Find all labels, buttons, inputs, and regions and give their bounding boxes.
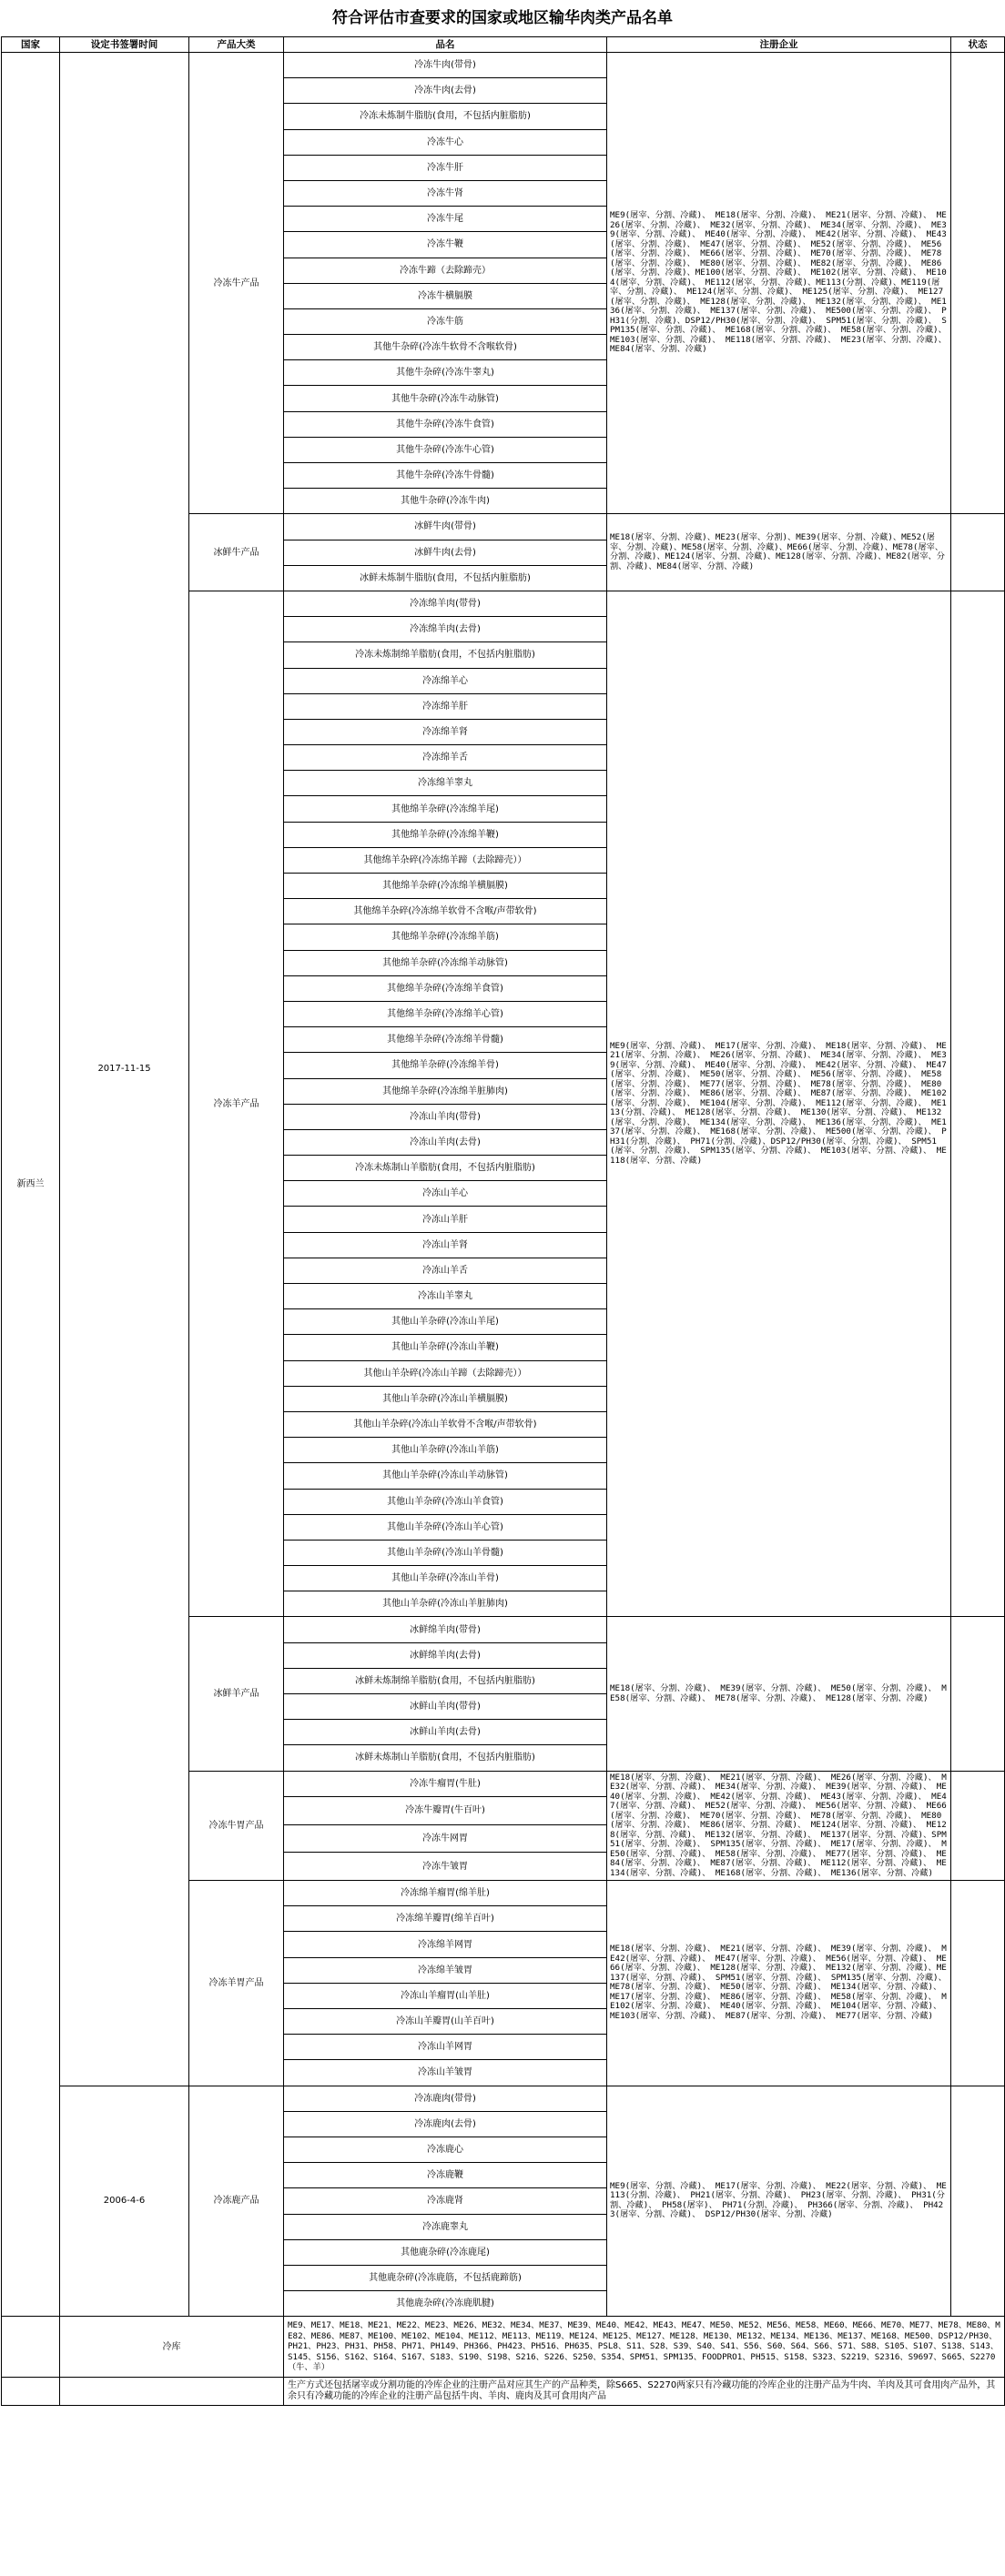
footnote-text: 生产方式还包括屠宰或分割功能的冷库企业的注册产品对应其生产的产品种类，除S665、S2270两家只有冷藏功能的冷库企业的注册产品为牛肉、羊肉及其可食用肉产品外，其余只有冷藏功能的冷库企业的注册产品包括牛肉、羊肉、鹿肉及其可食用肉产品 bbox=[284, 2377, 1005, 2405]
product-name-cell: 冰鲜山羊肉(去骨) bbox=[284, 1720, 607, 1745]
product-name-cell: 冷冻未炼制绵羊脂肪(食用，不包括内脏脂肪) bbox=[284, 642, 607, 668]
product-name-cell: 冷冻鹿肾 bbox=[284, 2188, 607, 2214]
cold-store-country-cell bbox=[2, 2317, 60, 2378]
product-name-cell: 冷冻绵羊舌 bbox=[284, 745, 607, 771]
sign-date-cell: 2017-11-15 bbox=[60, 53, 189, 2086]
product-name-cell: 冰鲜绵羊肉(带骨) bbox=[284, 1617, 607, 1642]
enterprise-list-cell: ME9(屠宰、分割、冷藏)、 ME18(屠宰、分割、冷藏)、 ME21(屠宰、分割、冷藏)、 ME26(屠宰、分割、冷藏)、 ME32(屠宰、分割、冷藏)、 ME34(屠宰、分割、冷藏)、 ME39(屠宰、分割、冷藏)、 ME40(屠宰、分割、冷藏)、 ME42(屠宰、分割、冷藏)、 ME43(屠宰、分割、冷藏)、 ME47(屠宰、分割、冷藏)、 ME52(屠宰、分割、冷藏)、 ME56(屠宰、分割、冷藏)、 ME66(屠宰、分割、冷藏)、 ME70(屠宰、分割、冷藏)、 ME78(屠宰、分割、冷藏)、 ME80(屠宰、分割、冷藏)、 ME82(屠宰、分割、冷藏)、 ME86(屠宰、分割、冷藏)、ME100(屠宰、分割、冷藏)、 ME102(屠宰、分割、冷藏)、 ME104(屠宰、分割、冷藏)、 ME112(屠宰、分割、冷藏)、ME113(分割、冷藏)、ME119(屠宰、分割、冷藏)、 ME124(屠宰、分割、冷藏)、 ME125(屠宰、分割、冷藏)、 ME127(屠宰、分割、冷藏)、 ME128(屠宰、分割、冷藏)、 ME132(屠宰、分割、冷藏)、 ME136(屠宰、分割、冷藏)、 ME137(屠宰、分割、冷藏)、 ME500(屠宰、分割、冷藏)、 PH31(分割、冷藏)、DSP12/PH30(屠宰、分割、冷藏)、 SPM51(屠宰、分割、冷藏)、 SPM135(屠宰、分割、冷藏)、 ME168(屠宰、分割、冷藏)、 ME58(屠宰、分割、冷藏)、 ME103(屠宰、分割、冷藏)、 ME118(屠宰、分割、冷藏)、 ME23(屠宰、分割、冷藏)、 ME84(屠宰、分割、冷藏) bbox=[607, 53, 951, 514]
category-cell: 冰鲜牛产品 bbox=[189, 514, 284, 591]
category-cell: 冷冻鹿产品 bbox=[189, 2086, 284, 2317]
product-name-cell: 冰鲜未炼制牛脂肪(食用，不包括内脏脂肪) bbox=[284, 565, 607, 591]
product-name-cell: 冷冻鹿鞭 bbox=[284, 2163, 607, 2188]
header-row bbox=[2, 37, 1005, 53]
table-row bbox=[2, 2086, 1005, 2111]
status-cell bbox=[951, 1881, 1005, 2086]
product-name-cell: 冷冻牛心 bbox=[284, 129, 607, 155]
product-name-cell: 冷冻山羊肉(去骨) bbox=[284, 1129, 607, 1155]
header-registered-enterprises: 注册企业 bbox=[607, 37, 951, 53]
enterprise-list-cell: ME18(屠宰、分割、冷藏)、 ME21(屠宰、分割、冷藏)、 ME39(屠宰、分割、冷藏)、 ME42(屠宰、分割、冷藏)、 ME47(屠宰、分割、冷藏)、 ME56(屠宰、分割、冷藏)、 ME66(屠宰、分割、冷藏)、 ME128(屠宰、分割、冷藏)、 ME132(屠宰、分割、冷藏)、ME137(屠宰、分割、冷藏)、 SPM51(屠宰、分割、冷藏)、 SPM135(屠宰、分割、冷藏)、 ME78(屠宰、分割、冷藏)、 ME50(屠宰、分割、冷藏)、 ME134(屠宰、分割、冷藏)、 ME17(屠宰、分割、冷藏)、 ME86(屠宰、分割、冷藏)、 ME58(屠宰、分割、冷藏)、 ME102(屠宰、分割、冷藏)、 ME40(屠宰、分割、冷藏)、 ME104(屠宰、分割、冷藏)、 ME103(屠宰、分割、冷藏)、 ME87(屠宰、分割、冷藏)、 ME77(屠宰、分割、冷藏) bbox=[607, 1881, 951, 2086]
product-name-cell: 其他山羊杂碎(冷冻山羊横膈膜) bbox=[284, 1386, 607, 1411]
category-cell: 冷冻羊产品 bbox=[189, 591, 284, 1617]
product-name-cell: 冷冻牛尾 bbox=[284, 207, 607, 232]
product-name-cell: 冷冻山羊舌 bbox=[284, 1258, 607, 1283]
product-name-cell: 其他山羊杂碎(冷冻山羊尾) bbox=[284, 1309, 607, 1335]
header-country: 国家 bbox=[2, 37, 60, 53]
product-name-cell: 其他鹿杂碎(冷冻鹿尾) bbox=[284, 2239, 607, 2265]
product-name-cell: 其他山羊杂碎(冷冻山羊鞭) bbox=[284, 1335, 607, 1360]
category-cell: 冷冻牛产品 bbox=[189, 53, 284, 514]
cold-store-enterprise-list: ME9、ME17、ME18、ME21、ME22、ME23、ME26、ME32、ME34、ME37、ME39、ME40、ME42、ME43、ME47、ME50、ME52、ME56、ME58、ME60、ME66、ME70、ME77、ME78、ME80、ME82、ME86、ME87、ME100、ME102、ME104、ME112、ME113、ME119、ME124、ME125、ME127、ME128、ME130、ME132、ME134、ME136、ME137、ME168、ME500、DSP12/PH30、PH21、PH23、PH31、PH58、PH71、PH149、PH366、PH423、PH516、PH635、PSL8、S11、S28、S39、S40、S41、S56、S60、S64、S66、S71、S88、S105、S107、S138、S143、S145、S156、S162、S164、S167、S183、S190、S198、S216、S226、S250、S354、SPM51、SPM135、FOODPRO1、PH515、S158、S323、S2219、S2316、S9697、S665、S2270（牛、羊） bbox=[284, 2317, 1005, 2378]
product-name-cell: 冷冻鹿肉(带骨) bbox=[284, 2086, 607, 2111]
product-name-cell: 冷冻绵羊网胃 bbox=[284, 1932, 607, 1957]
product-name-cell: 其他绵羊杂碎(冷冻绵羊蹄（去除蹄壳）） bbox=[284, 847, 607, 873]
category-cell: 冷冻羊胃产品 bbox=[189, 1881, 284, 2086]
header-product-name: 品名 bbox=[284, 37, 607, 53]
product-name-cell: 其他绵羊杂碎(冷冻绵羊心管) bbox=[284, 1001, 607, 1026]
product-name-cell: 冷冻山羊心 bbox=[284, 1181, 607, 1207]
product-name-cell: 其他绵羊杂碎(冷冻绵羊骨) bbox=[284, 1053, 607, 1078]
product-table bbox=[1, 36, 1005, 2406]
enterprise-list-cell: ME18(屠宰、分割、冷藏)、 ME39(屠宰、分割、冷藏)、 ME50(屠宰、分割、冷藏)、 ME58(屠宰、分割、冷藏)、 ME78(屠宰、分割、冷藏)、 ME128(屠宰、分割、冷藏) bbox=[607, 1617, 951, 1771]
product-name-cell: 冷冻牛肉(去骨) bbox=[284, 78, 607, 104]
product-name-cell: 冰鲜未炼制山羊脂肪(食用，不包括内脏脂肪) bbox=[284, 1745, 607, 1771]
status-cell bbox=[951, 1617, 1005, 1771]
product-name-cell: 冷冻鹿肉(去骨) bbox=[284, 2111, 607, 2137]
enterprise-list-cell: ME9(屠宰、分割、冷藏)、 ME17(屠宰、分割、冷藏)、 ME22(屠宰、分割、冷藏)、 ME113(分割、冷藏)、 PH21(屠宰、分割、冷藏)、 PH23(屠宰、分割、冷藏)、 PH31(分割、冷藏)、 PH58(屠宰)、 PH71(分割、冷藏)、 PH366(屠宰、分割、冷藏)、 PH423(屠宰、分割、冷藏)、 DSP12/PH30(屠宰、分割、冷藏) bbox=[607, 2086, 951, 2317]
product-name-cell: 其他绵羊杂碎(冷冻绵羊筋) bbox=[284, 924, 607, 950]
product-name-cell: 其他山羊杂碎(冷冻山羊蹄（去除蹄壳）） bbox=[284, 1360, 607, 1386]
product-name-cell: 其他山羊杂碎(冷冻山羊动脉管) bbox=[284, 1463, 607, 1489]
product-name-cell: 冷冻山羊睾丸 bbox=[284, 1284, 607, 1309]
product-name-cell: 冷冻牛蹄（去除蹄壳） bbox=[284, 258, 607, 283]
product-name-cell: 其他绵羊杂碎(冷冻绵羊食管) bbox=[284, 975, 607, 1001]
product-name-cell: 其他牛杂碎(冷冻牛骨髓) bbox=[284, 463, 607, 489]
category-cell: 冷冻牛胃产品 bbox=[189, 1771, 284, 1881]
product-name-cell: 冷冻山羊肝 bbox=[284, 1207, 607, 1232]
status-cell bbox=[951, 1771, 1005, 1881]
footnote-blank-cell bbox=[2, 2377, 60, 2405]
enterprise-list-cell: ME9(屠宰、分割、冷藏)、 ME17(屠宰、分割、冷藏)、 ME18(屠宰、分割、冷藏)、 ME21(屠宰、分割、冷藏)、 ME26(屠宰、分割、冷藏)、 ME34(屠宰、分割、冷藏)、 ME39(屠宰、分割、冷藏)、 ME40(屠宰、分割、冷藏)、 ME42(屠宰、分割、冷藏)、 ME47(屠宰、分割、冷藏)、 ME50(屠宰、分割、冷藏)、 ME56(屠宰、分割、冷藏)、 ME58(屠宰、分割、冷藏)、 ME77(屠宰、分割、冷藏)、 ME78(屠宰、分割、冷藏)、 ME80(屠宰、分割、冷藏)、 ME86(屠宰、分割、冷藏)、 ME87(屠宰、分割、冷藏)、 ME102(屠宰、分割、冷藏)、 ME104(屠宰、分割、冷藏)、 ME112(屠宰、分割、冷藏)、 ME113(分割、冷藏)、 ME128(屠宰、分割、冷藏)、 ME130(屠宰、分割、冷藏)、 ME132(屠宰、分割、冷藏)、 ME134(屠宰、分割、冷藏)、 ME136(屠宰、分割、冷藏)、 ME137(屠宰、分割、冷藏)、 ME168(屠宰、分割、冷藏)、 ME500(屠宰、分割、冷藏)、 PH31(分割、冷藏)、 PH71(分割、冷藏)、DSP12/PH30(屠宰、分割、冷藏)、 SPM51(屠宰、分割、冷藏)、 SPM135(屠宰、分割、冷藏)、 ME103(屠宰、分割、冷藏)、 ME118(屠宰、分割、冷藏) bbox=[607, 591, 951, 1617]
product-name-cell: 冷冻绵羊心 bbox=[284, 668, 607, 693]
product-name-cell: 冰鲜牛肉(去骨) bbox=[284, 540, 607, 565]
product-name-cell: 冷冻牛筋 bbox=[284, 308, 607, 334]
product-name-cell: 冷冻绵羊肝 bbox=[284, 693, 607, 719]
product-name-cell: 冷冻绵羊皱胃 bbox=[284, 1957, 607, 1983]
product-name-cell: 其他牛杂碎(冷冻牛动脉管) bbox=[284, 386, 607, 411]
product-name-cell: 冷冻绵羊瓣胃(绵羊百叶) bbox=[284, 1906, 607, 1932]
product-name-cell: 冷冻绵羊肉(带骨) bbox=[284, 591, 607, 616]
product-name-cell: 冷冻鹿心 bbox=[284, 2137, 607, 2162]
product-name-cell: 其他绵羊杂碎(冷冻绵羊动脉管) bbox=[284, 950, 607, 975]
product-name-cell: 冷冻山羊肉(带骨) bbox=[284, 1104, 607, 1129]
product-name-cell: 其他山羊杂碎(冷冻山羊脏肺肉) bbox=[284, 1591, 607, 1617]
product-name-cell: 冷冻山羊网胃 bbox=[284, 2035, 607, 2060]
product-name-cell: 冷冻山羊瓣胃(山羊百叶) bbox=[284, 2009, 607, 2035]
product-name-cell: 冷冻牛网胃 bbox=[284, 1824, 607, 1853]
product-name-cell: 其他绵羊杂碎(冷冻绵羊脏肺肉) bbox=[284, 1078, 607, 1104]
enterprise-list-cell: ME18(屠宰、分割、冷藏)、 ME21(屠宰、分割、冷藏)、 ME26(屠宰、分割、冷藏)、 ME32(屠宰、分割、冷藏)、 ME34(屠宰、分割、冷藏)、 ME39(屠宰、分割、冷藏)、 ME40(屠宰、分割、冷藏)、 ME42(屠宰、分割、冷藏)、 ME43(屠宰、分割、冷藏)、 ME47(屠宰、分割、冷藏)、 ME52(屠宰、分割、冷藏)、 ME56(屠宰、分割、冷藏)、 ME66(屠宰、分割、冷藏)、 ME70(屠宰、分割、冷藏)、 ME78(屠宰、分割、冷藏)、 ME80(屠宰、分割、冷藏)、 ME86(屠宰、分割、冷藏)、 ME124(屠宰、分割、冷藏)、 ME128(屠宰、分割、冷藏)、 ME132(屠宰、分割、冷藏)、 ME137(屠宰、分割、冷藏)、SPM51(屠宰、分割、冷藏)、 SPM135(屠宰、分割、冷藏)、 ME17(屠宰、分割、冷藏)、 ME50(屠宰、分割、冷藏)、 ME58(屠宰、分割、冷藏)、 ME77(屠宰、分割、冷藏)、 ME84(屠宰、分割、冷藏)、 ME87(屠宰、分割、冷藏)、 ME112(屠宰、分割、冷藏)、 ME134(屠宰、分割、冷藏)、 ME168(屠宰、分割、冷藏)、 ME136(屠宰、分割、冷藏) bbox=[607, 1771, 951, 1881]
footnote-blank-cell bbox=[60, 2377, 284, 2405]
product-name-cell: 冷冻山羊瘤胃(山羊肚) bbox=[284, 1983, 607, 2008]
status-cell bbox=[951, 2086, 1005, 2317]
status-cell bbox=[951, 53, 1005, 514]
product-name-cell: 冷冻山羊肾 bbox=[284, 1232, 607, 1258]
cold-store-row bbox=[2, 2317, 1005, 2378]
product-name-cell: 冷冻山羊皱胃 bbox=[284, 2060, 607, 2086]
product-name-cell: 其他绵羊杂碎(冷冻绵羊横膈膜) bbox=[284, 874, 607, 899]
product-name-cell: 冰鲜山羊肉(带骨) bbox=[284, 1694, 607, 1720]
header-category: 产品大类 bbox=[189, 37, 284, 53]
product-name-cell: 其他牛杂碎(冷冻牛睾丸) bbox=[284, 360, 607, 386]
product-name-cell: 其他绵羊杂碎(冷冻绵羊鞭) bbox=[284, 822, 607, 847]
product-name-cell: 其他绵羊杂碎(冷冻绵羊骨髓) bbox=[284, 1027, 607, 1053]
product-name-cell: 其他牛杂碎(冷冻牛肉) bbox=[284, 489, 607, 514]
product-name-cell: 其他山羊杂碎(冷冻山羊骨) bbox=[284, 1566, 607, 1591]
product-name-cell: 冷冻牛鞭 bbox=[284, 232, 607, 258]
product-name-cell: 冷冻牛横膈膜 bbox=[284, 283, 607, 308]
product-name-cell: 冰鲜牛肉(带骨) bbox=[284, 514, 607, 540]
product-name-cell: 冷冻牛肝 bbox=[284, 155, 607, 180]
product-name-cell: 其他山羊杂碎(冷冻山羊软骨不含喉/声带软骨) bbox=[284, 1411, 607, 1437]
product-name-cell: 其他牛杂碎(冷冻牛心管) bbox=[284, 437, 607, 462]
product-name-cell: 冷冻绵羊瘤胃(绵羊肚) bbox=[284, 1881, 607, 1906]
product-name-cell: 冷冻牛肉(带骨) bbox=[284, 53, 607, 78]
product-name-cell: 其他绵羊杂碎(冷冻绵羊软骨不含喉/声带软骨) bbox=[284, 899, 607, 924]
enterprise-list-cell: ME18(屠宰、分割、冷藏)、ME23(屠宰、分割)、ME39(屠宰、分割、冷藏)、ME52(屠宰、分割、冷藏)、ME58(屠宰、分割、冷藏)、ME66(屠宰、分割、冷藏)、ME78(屠宰、分割、冷藏)、ME124(屠宰、分割、冷藏)、ME128(屠宰、分割、冷藏)、ME82(屠宰、分割、冷藏)、ME84(屠宰、分割、冷藏) bbox=[607, 514, 951, 591]
sign-date-cell: 2006-4-6 bbox=[60, 2086, 189, 2317]
footnote-row bbox=[2, 2377, 1005, 2405]
product-name-cell: 冷冻绵羊睾丸 bbox=[284, 771, 607, 796]
product-name-cell: 冷冻牛皱胃 bbox=[284, 1853, 607, 1881]
product-name-cell: 冷冻牛肾 bbox=[284, 180, 607, 206]
product-name-cell: 冷冻未炼制山羊脂肪(食用，不包括内脏脂肪) bbox=[284, 1156, 607, 1181]
status-cell bbox=[951, 591, 1005, 1617]
product-name-cell: 其他鹿杂碎(冷冻鹿筋，不包括鹿蹄筋) bbox=[284, 2265, 607, 2290]
product-name-cell: 冷冻鹿睾丸 bbox=[284, 2214, 607, 2239]
product-name-cell: 冰鲜未炼制绵羊脂肪(食用，不包括内脏脂肪) bbox=[284, 1668, 607, 1693]
product-name-cell: 其他山羊杂碎(冷冻山羊食管) bbox=[284, 1489, 607, 1514]
product-name-cell: 冷冻牛瘤胃(牛肚) bbox=[284, 1771, 607, 1796]
product-name-cell: 其他绵羊杂碎(冷冻绵羊尾) bbox=[284, 796, 607, 822]
product-name-cell: 冷冻绵羊肉(去骨) bbox=[284, 617, 607, 642]
table-row bbox=[2, 53, 1005, 78]
product-name-cell: 其他鹿杂碎(冷冻鹿肌腱) bbox=[284, 2291, 607, 2317]
country-cell: 新西兰 bbox=[2, 53, 60, 2317]
product-name-cell: 冰鲜绵羊肉(去骨) bbox=[284, 1642, 607, 1668]
status-cell bbox=[951, 514, 1005, 591]
product-name-cell: 冷冻未炼制牛脂肪(食用，不包括内脏脂肪) bbox=[284, 104, 607, 129]
product-name-cell: 冷冻牛瓣胃(牛百叶) bbox=[284, 1796, 607, 1824]
product-name-cell: 其他山羊杂碎(冷冻山羊心管) bbox=[284, 1514, 607, 1540]
product-name-cell: 其他山羊杂碎(冷冻山羊筋) bbox=[284, 1438, 607, 1463]
product-name-cell: 冷冻绵羊肾 bbox=[284, 719, 607, 744]
product-name-cell: 其他牛杂碎(冷冻牛食管) bbox=[284, 411, 607, 437]
header-sign-date: 设定书签署时间 bbox=[60, 37, 189, 53]
product-name-cell: 其他牛杂碎(冷冻牛软骨不含喉软骨) bbox=[284, 335, 607, 360]
page-title: 符合评估市查要求的国家或地区输华肉类产品名单 bbox=[332, 9, 673, 27]
category-cell: 冰鲜羊产品 bbox=[189, 1617, 284, 1771]
cold-store-label: 冷库 bbox=[60, 2317, 284, 2378]
product-name-cell: 其他山羊杂碎(冷冻山羊骨髓) bbox=[284, 1540, 607, 1565]
header-status: 状态 bbox=[951, 37, 1005, 53]
